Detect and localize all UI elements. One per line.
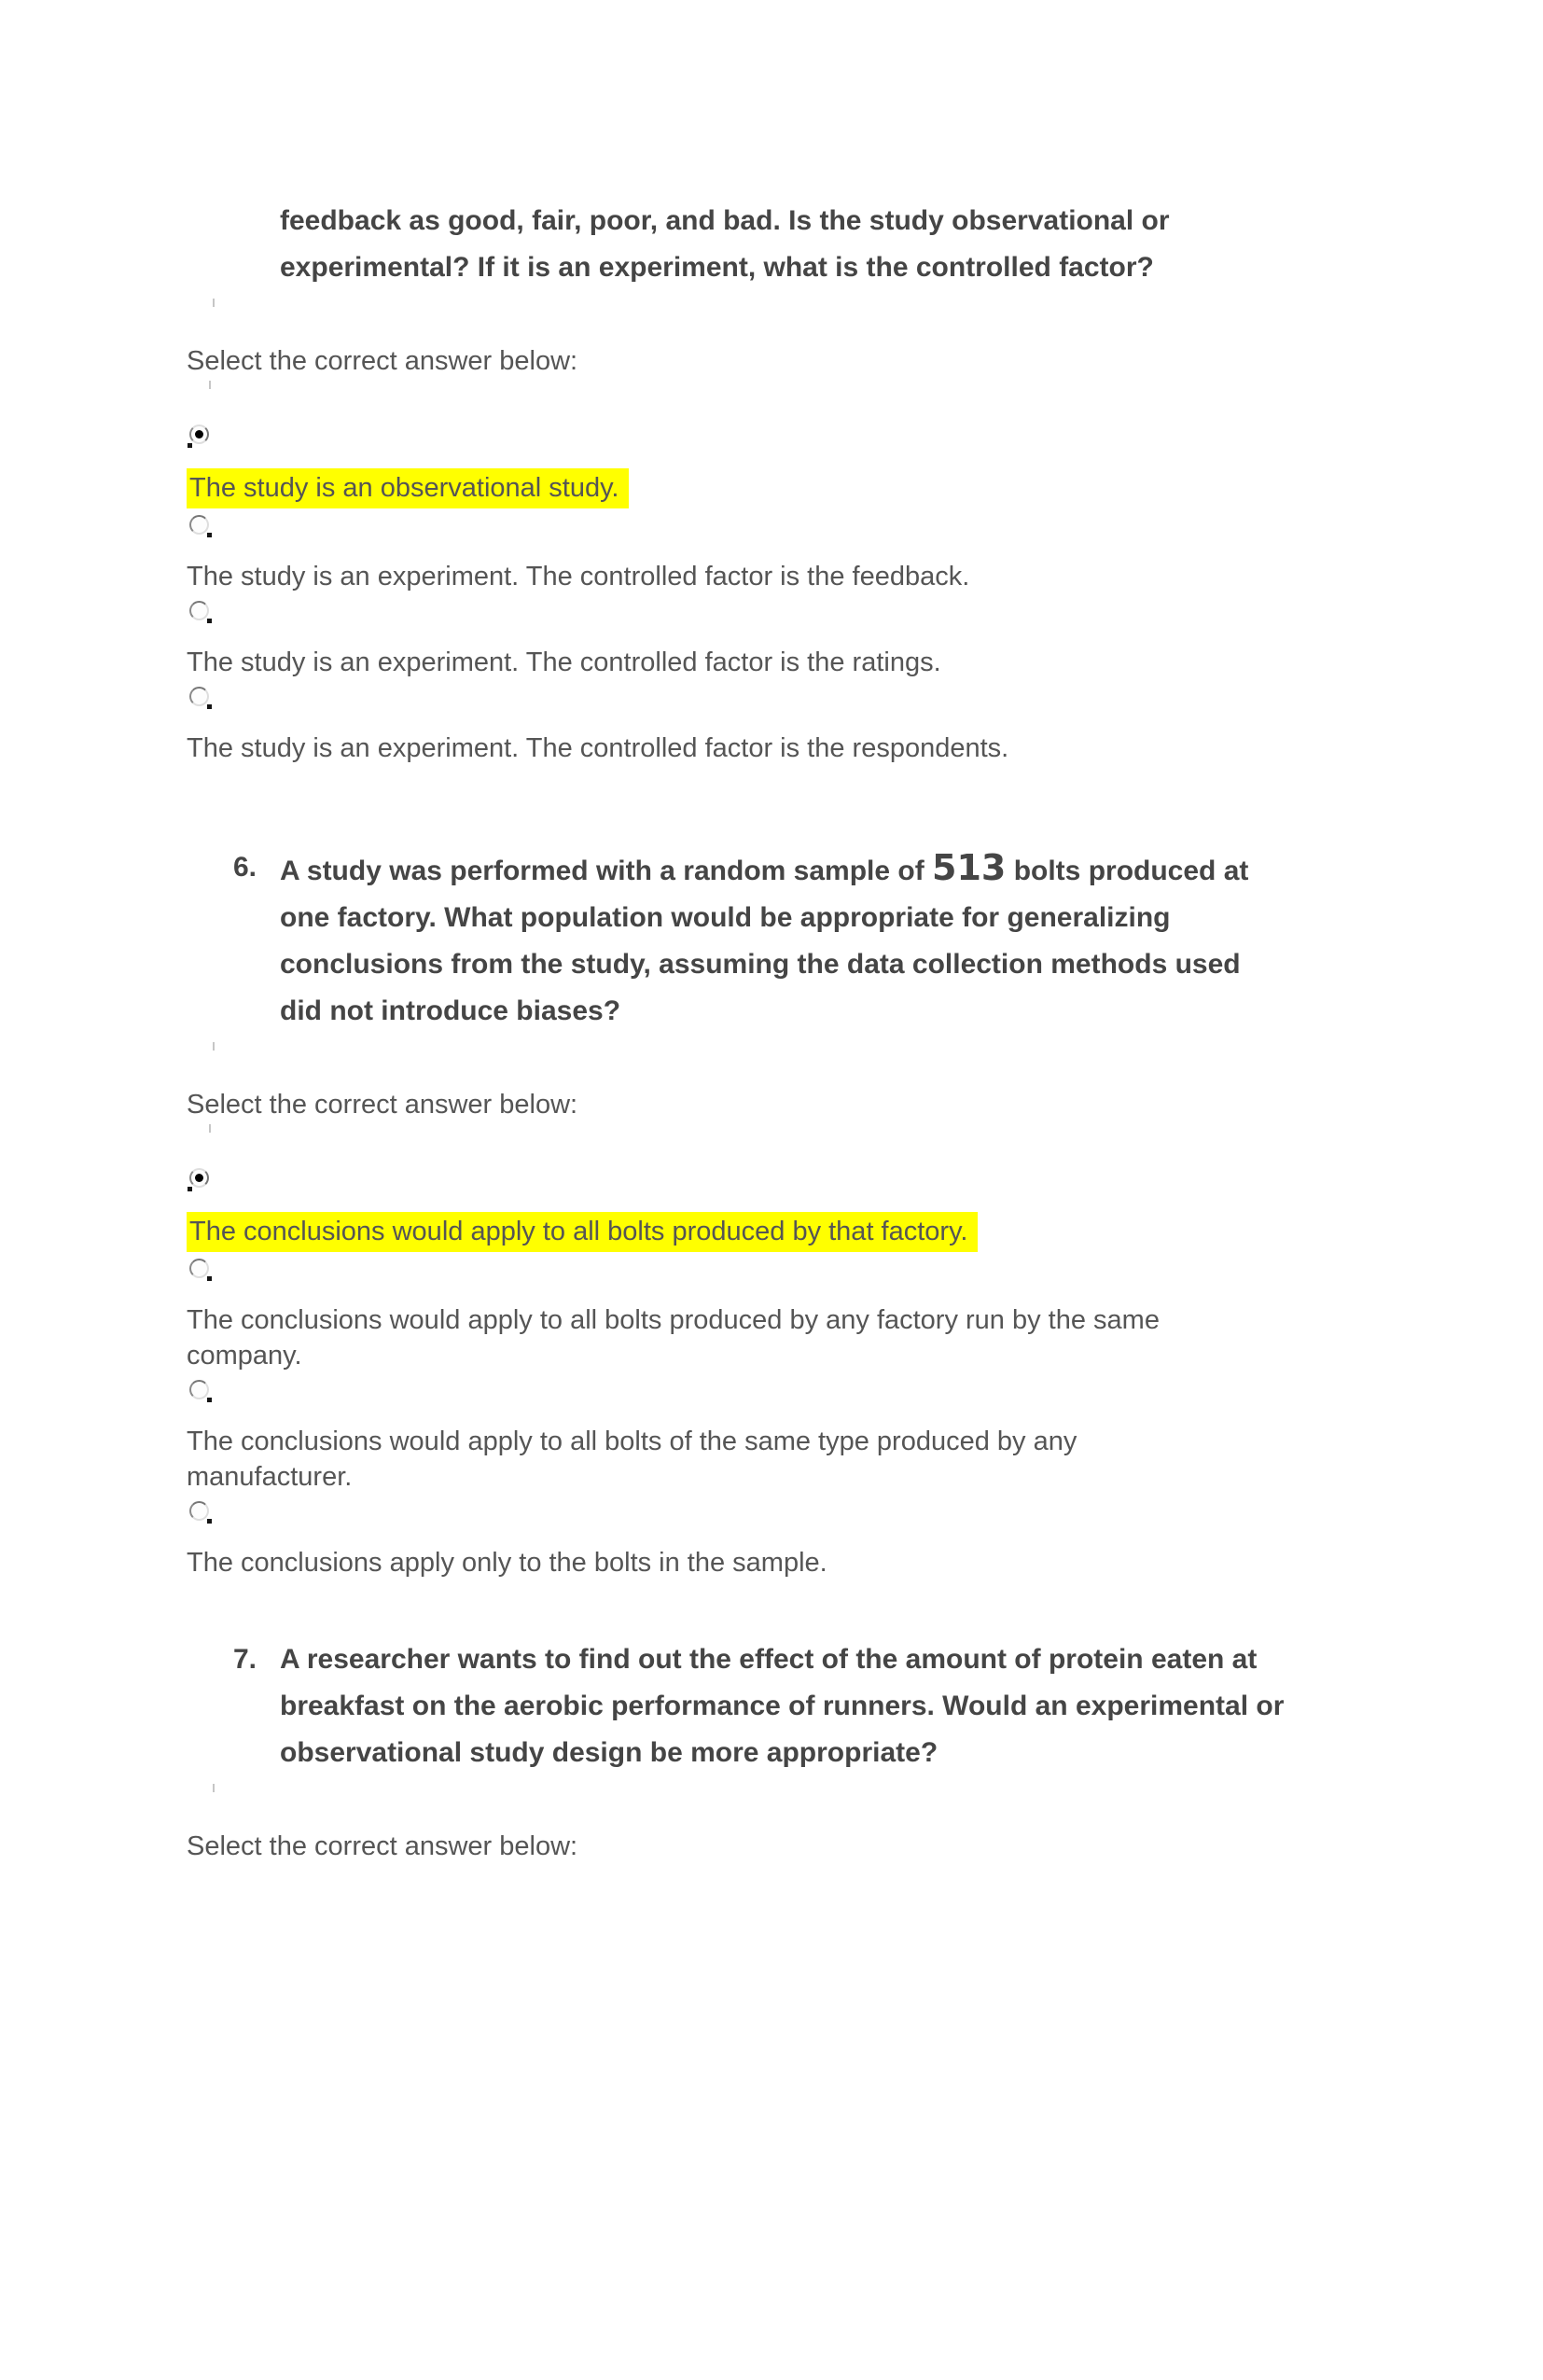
question-line: one factory. What population would be appropriate for generalizing [280,902,1171,933]
render-artifact [213,1042,215,1051]
radio-button[interactable] [189,1168,209,1188]
answer-option-line: The study is an experiment. The controlled factor is the ratings. [187,647,941,677]
radio-notch [207,704,212,709]
radio-button[interactable] [189,1380,209,1399]
answer-option-line: The conclusions would apply to all bolts produced by that factory. [189,1217,968,1246]
answer-option-line: The conclusions would apply to all bolts produced by any factory run by the same [187,1305,1160,1335]
answer-option-row [187,601,1543,680]
question-5-text [280,198,1543,291]
answer-option-line: The study is an experiment. The controlled factor is the feedback. [187,562,970,592]
question-line: breakfast on the aerobic performance of runners. Would an experimental or [280,1691,1285,1721]
render-artifact [213,299,215,307]
answer-option[interactable] [187,1302,1543,1373]
answer-option-row [187,1259,1543,1373]
question-line: conclusions from the study, assuming the data collection methods used [280,949,1241,980]
answer-option-row [187,1501,1543,1580]
render-artifact [213,1784,215,1792]
question-line-part: bolts produced at [1006,856,1249,886]
question-number: 6. [233,852,257,883]
radio-button[interactable] [189,1259,209,1278]
answer-option[interactable] [187,731,1543,766]
question-6-text [233,844,1543,1035]
answer-option[interactable] [187,1545,1543,1580]
answer-option-line: The study is an experiment. The controlled factor is the respondents. [187,733,1009,763]
select-answer-prompt: Select the correct answer below: [187,1090,578,1120]
render-artifact [209,1124,211,1133]
radio-button[interactable] [189,515,209,535]
question-line: observational study design be more appropriate? [280,1737,938,1768]
answer-option-line: company. [187,1341,302,1371]
question-line: feedback as good, fair, poor, and bad. Is the study observational or [280,205,1170,236]
answer-option-row [187,1168,1543,1252]
select-answer-prompt: Select the correct answer below: [187,346,578,376]
radio-button[interactable] [189,687,209,706]
question-number: 7. [233,1644,257,1675]
question-6-options [187,1168,1543,1580]
question-line: experimental? If it is an experiment, what is the controlled factor? [280,252,1154,283]
answer-option-line: The conclusions would apply to all bolts of the same type produced by any [187,1427,1077,1456]
radio-button[interactable] [189,601,209,620]
radio-notch [188,1187,192,1191]
radio-notch [207,533,212,537]
answer-option[interactable] [187,468,629,508]
answer-option-line: The conclusions apply only to the bolts in the sample. [187,1548,827,1578]
answer-option-row [187,1380,1543,1495]
question-line [280,844,1543,895]
radio-notch [207,619,212,623]
answer-option[interactable] [187,559,1543,594]
question-line: did not introduce biases? [280,995,621,1026]
answer-option[interactable] [187,1212,978,1252]
radio-notch [207,1276,212,1281]
answer-option-line: The study is an observational study. [189,473,619,503]
document-page [0,198,1543,2380]
question-line-part: A study was performed with a random sample of [280,856,933,886]
answer-option[interactable] [187,645,1543,680]
question-7-text [233,1636,1543,1776]
radio-notch [207,1398,212,1402]
radio-notch [207,1519,212,1524]
render-artifact [209,381,211,389]
question-line: A researcher wants to find out the effect of the amount of protein eaten at [280,1644,1258,1675]
inline-number: 513 [932,847,1007,888]
answer-option-row [187,515,1543,594]
answer-option-row [187,687,1543,766]
answer-option-row [187,425,1543,508]
radio-notch [188,443,192,448]
radio-button[interactable] [189,425,209,444]
answer-option-line: manufacturer. [187,1462,353,1492]
answer-option[interactable] [187,1424,1543,1495]
radio-button[interactable] [189,1501,209,1521]
question-5-options [187,425,1543,766]
select-answer-prompt: Select the correct answer below: [187,1831,578,1861]
